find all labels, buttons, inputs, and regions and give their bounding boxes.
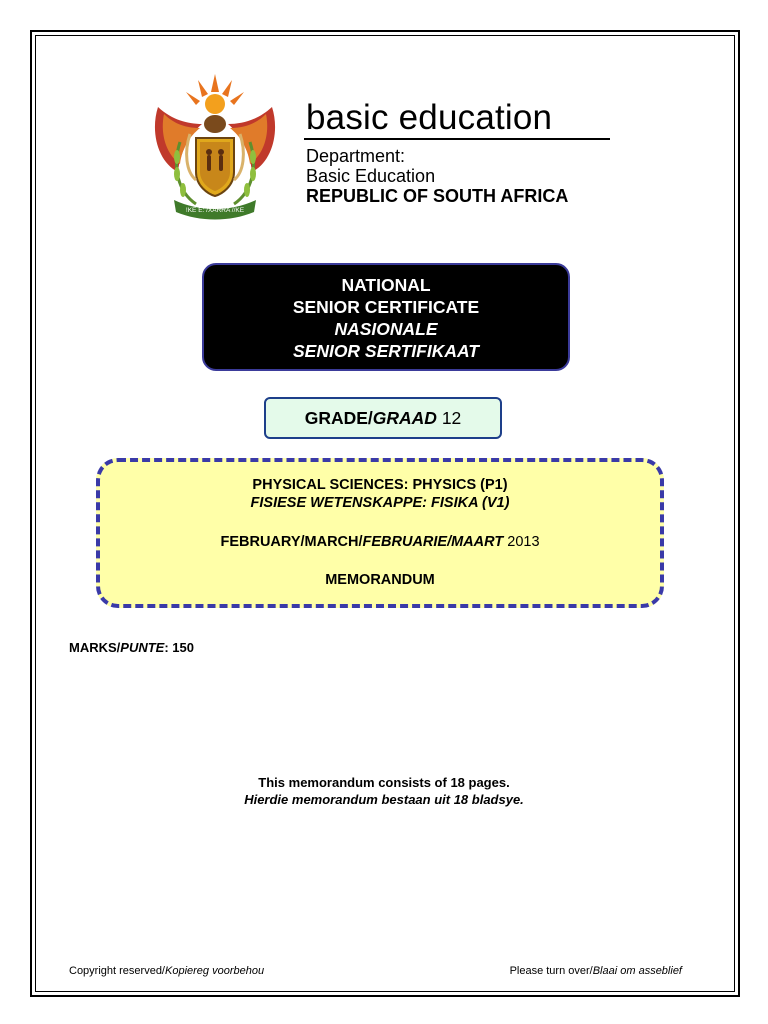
document-type: MEMORANDUM bbox=[325, 572, 435, 588]
copyright-af: Kopiereg voorbehou bbox=[165, 965, 265, 977]
cert-line-nasionale: NASIONALE bbox=[334, 319, 438, 339]
marks-label-en: MARKS/ bbox=[69, 640, 121, 655]
page-count-af: Hierdie memorandum bestaan uit 18 bladsye. bbox=[244, 792, 524, 807]
turn-over-en: Please turn over/ bbox=[509, 965, 593, 977]
subject-af: FISIESE WETENSKAPPE: FISIKA (V1) bbox=[250, 495, 510, 511]
footer-copyright bbox=[69, 965, 264, 977]
brand-title: basic education bbox=[306, 98, 553, 137]
department-block bbox=[306, 146, 568, 206]
motto-text: !KE E: /XARRA //KE bbox=[185, 207, 245, 214]
exam-date-af: FEBRUARIE/MAART bbox=[362, 534, 504, 550]
grade-label-en: GRADE/ bbox=[304, 408, 373, 428]
page-count-en: This memorandum consists of 18 pages. bbox=[258, 775, 510, 790]
exam-date-en: FEBRUARY/MARCH/ bbox=[220, 534, 363, 550]
country-name: REPUBLIC OF SOUTH AFRICA bbox=[306, 186, 569, 206]
cert-line-senior-sertifikaat: SENIOR SERTIFIKAAT bbox=[292, 341, 480, 361]
exam-date bbox=[100, 534, 660, 550]
marks-line bbox=[69, 640, 194, 655]
grade-number: 12 bbox=[441, 408, 462, 428]
grade-label-af: GRAAD bbox=[372, 408, 437, 428]
subject-en: PHYSICAL SCIENCES: PHYSICS (P1) bbox=[252, 477, 508, 493]
exam-year: 2013 bbox=[507, 534, 540, 550]
marks-value: : 150 bbox=[164, 640, 194, 655]
footer-turn-over bbox=[510, 965, 682, 977]
grade-box bbox=[264, 397, 502, 439]
dept-label: Department: bbox=[306, 146, 406, 166]
subject-box bbox=[96, 458, 664, 608]
dept-name: Basic Education bbox=[306, 166, 436, 186]
coat-of-arms-logo bbox=[150, 72, 280, 220]
certificate-title-box bbox=[202, 263, 570, 371]
cert-line-national: NATIONAL bbox=[341, 275, 431, 295]
cert-line-senior-certificate: SENIOR CERTIFICATE bbox=[292, 297, 480, 317]
brand-underline bbox=[304, 138, 610, 140]
page-count-note bbox=[0, 774, 768, 808]
copyright-en: Copyright reserved/ bbox=[69, 965, 165, 977]
turn-over-af: Blaai om asseblief bbox=[592, 965, 682, 977]
marks-label-af: PUNTE bbox=[120, 640, 165, 655]
